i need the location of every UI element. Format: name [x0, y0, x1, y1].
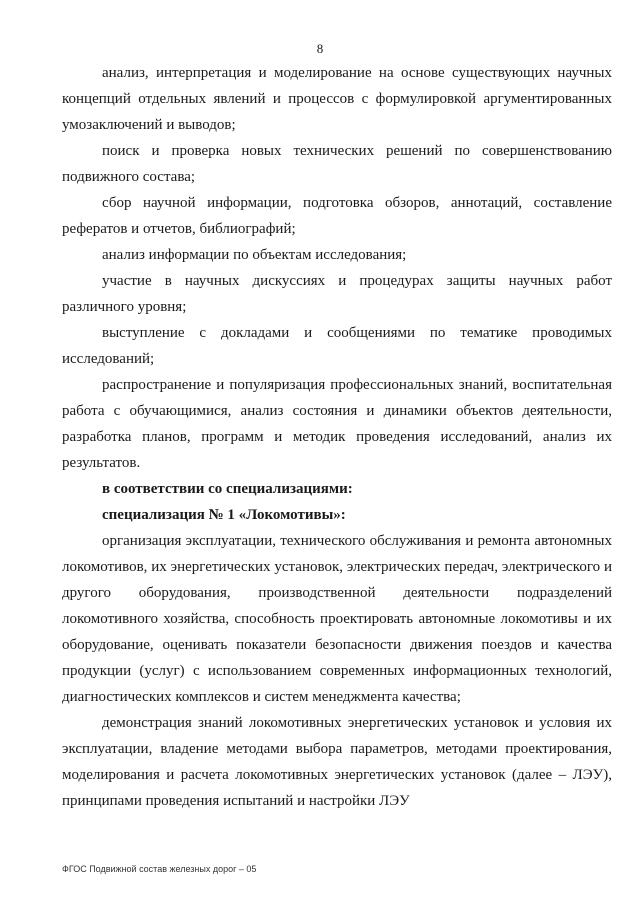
- paragraph: сбор научной информации, подготовка обзоров, аннотаций, составление рефератов и отчетов, библиографий;: [62, 195, 612, 237]
- paragraph: организация эксплуатации, технического обслуживания и ремонта автономных локомотивов, их энергетических установок, электрических передач, электрического и другого оборудования, производственной деятельности подразделений локомотивного хозяйства, способность проектировать автономные локомотивы и их оборудование, оценивать показатели безопасности движения поездов и качества продукции (услуг) с использованием современных информационных технологий, диагностических комплексов и систем менеджмента качества;: [62, 533, 612, 705]
- paragraph: выступление с докладами и сообщениями по тематике проводимых исследований;: [62, 325, 612, 367]
- paragraph: поиск и проверка новых технических решений по совершенствованию подвижного состава;: [62, 143, 612, 185]
- paragraph: демонстрация знаний локомотивных энергетических установок и условия их эксплуатации, владение методами выбора параметров, методами проектирования, моделирования и расчета локомотивных энергетических установок (далее – ЛЭУ), принципами проведения испытаний и настройки ЛЭУ: [62, 715, 612, 809]
- specialization-heading: специализация № 1 «Локомотивы»:: [102, 507, 346, 523]
- document-body: [62, 60, 612, 814]
- paragraph: участие в научных дискуссиях и процедурах защиты научных работ различного уровня;: [62, 273, 612, 315]
- page-number: 8: [316, 41, 324, 56]
- paragraph: анализ информации по объектам исследования;: [102, 247, 407, 263]
- paragraph: анализ, интерпретация и моделирование на основе существующих научных концепций отдельных явлений и процессов с формулировкой аргументированных умозаключений и выводов;: [62, 65, 612, 133]
- section-heading: в соответствии со специализациями:: [102, 481, 353, 497]
- paragraph: распространение и популяризация профессиональных знаний, воспитательная работа с обучающимися, анализ состояния и динамики объектов деятельности, разработка планов, программ и методик проведения исследований, анализ их результатов.: [62, 377, 612, 471]
- page-footer: ФГОС Подвижной состав железных дорог – 05: [62, 864, 257, 874]
